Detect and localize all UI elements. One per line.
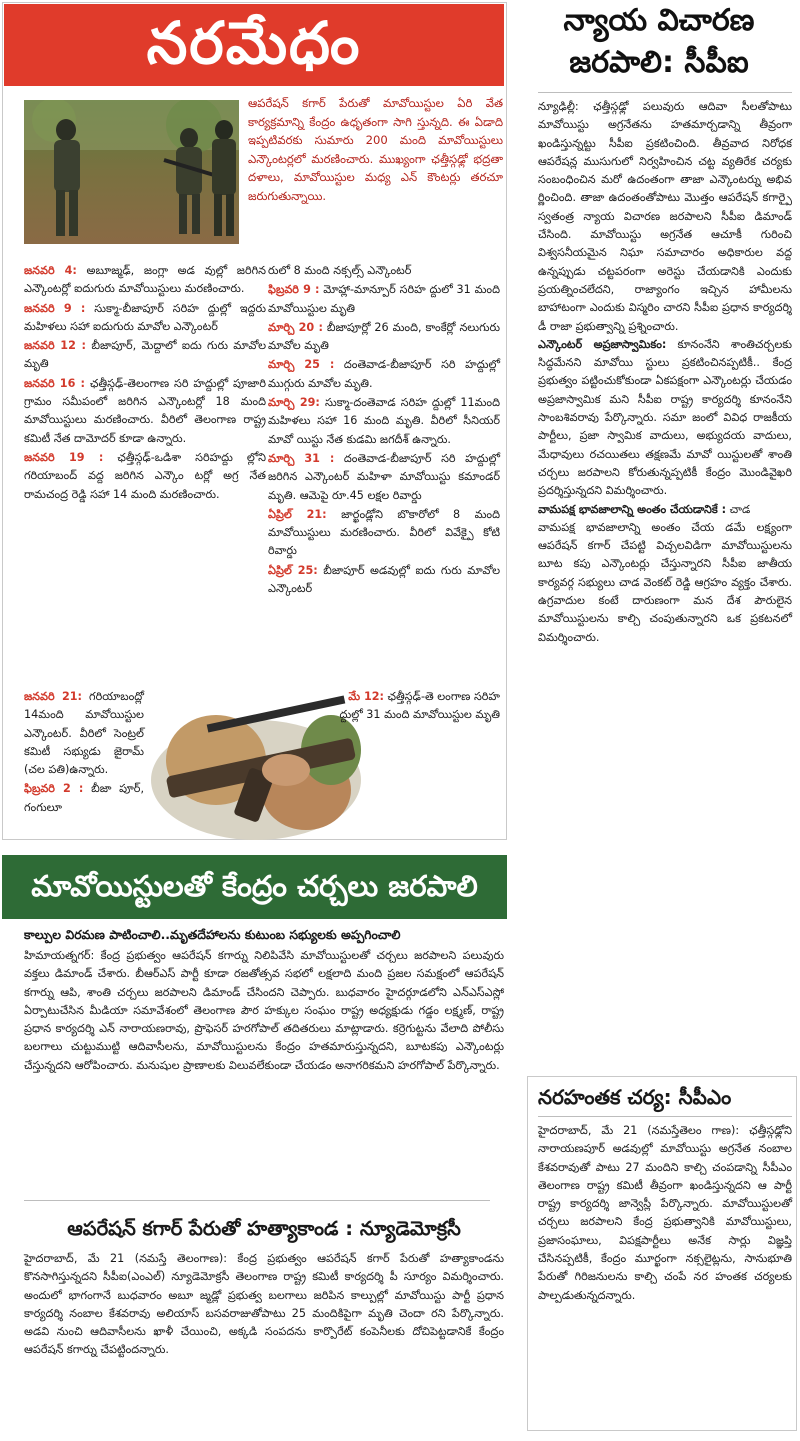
- intro-paragraph: ఆపరేషన్ కగార్ పేరుతో మావోయిస్టుల ఏరి వేత కార్యక్రమాన్ని కేంద్రం ఉధృతంగా సాగి స్తున్నది. ఈ ఏడాది ఇప్పటివరకు సుమారు 200 మంది మావోయిస్టులు ఎన్కౌంటర్లలో మరణించారు. ముఖ్యంగా ఛత్తీస్గఢ్లో భద్రతా దళాలు, మావోయిస్టుల మధ్య ఎన్ కౌంటర్లు తరచూ జరుగుతున్నాయి.: [248, 96, 503, 203]
- timeline-entry: జనవరి 21: గరియాబంద్లో 14మంది మావోయిస్టుల ఎన్కౌంటర్. వీరిలో సెంట్రల్ కమిటీ సభ్యుడు జైరామ్ (చల పతి)ఉన్నారు.: [24, 690, 144, 777]
- divider: [538, 92, 792, 93]
- cpm-headline: నరహంతక చర్య: సీపీఎం: [538, 1085, 732, 1109]
- divider: [24, 1200, 490, 1201]
- timeline-entry: మార్చి 31 : దంతెవాడ-బీజాపూర్ సరి హద్దుల్లో జరిగిన ఎన్కౌంటర్ మహిళా మావోయిస్టు కమాండర్ మృతి. ఆమెపై రూ.45 లక్షల రివార్డు: [268, 451, 500, 502]
- timeline-entry: ఏప్రిల్ 25: బీజాపూర్ అడవుల్లో ఐదు గురు మావోల ఎన్కౌంటర్: [268, 563, 501, 596]
- cpi-subhead-3: వామపక్ష భావజాలాన్ని అంతం చేయడానికే : చాడ: [538, 502, 751, 516]
- page-title: నరమేధం: [146, 9, 362, 77]
- newdemocracy-article: హైదరాబాద్, మే 21 (నమస్తే తెలంగాణ): కేంద్ర ప్రభుత్వం ఆపరేషన్ కగార్ పేరుతో హత్యాకాండను కొనసాగిస్తున్నదని సీపీఐ(ఎంఎల్) న్యూడెమోక్రసీ తెలంగాణ రాష్ట్ర కమిటీ కార్యదర్శి పీ సూర్యం విమర్శించారు. అందులో భాగంగానే బుధవారం అబూ జ్మడ్లో ప్రభుత్వ బలగాలు జరిపిన కాల్పుల్లో మావోయిస్టు పార్టీ ప్రధాన కార్యదర్శి నంబాల కేశవరావు అలియాస్ బసవరాజుతోపాటు 25 మందికిపైగా మృతి చెందా రని పేర్కొన్నారు. అడవి నుంచి ఆదివాసీలను ఖాళీ చేయించి, అక్కడి సంపదను కార్పొరేట్ కంపెనీలకు దోచిపెట్టడానికే కేంద్రం ఆపరేషన్ కగార్ను చేపట్టిందన్నారు.: [24, 1252, 504, 1357]
- cpi-headline-line-1: న్యాయ విచారణ: [563, 3, 755, 38]
- timeline-entry: రులో 8 మంది నక్సల్స్ ఎన్కౌంటర్: [268, 264, 412, 277]
- cpi-headline: [520, 0, 798, 84]
- soldiers-photo: [24, 100, 239, 244]
- cpm-article: హైదరాబాద్, మే 21 (నమస్తేతెలం గాణ): ఛత్తీస్గఢ్లోని నారాయణపూర్ అడవుల్లో మావోయిస్టు అగ్రనేత నంబాల కేశవరావుతో పాటు 27 మందిని కాల్చి చంపడాన్ని సీపీఎం తెలంగాణ రాష్ట్ర కమిటీ తీవ్రంగా ఖండిస్తున్నదని ఆ పార్టీ రాష్ట్ర కార్యదర్శి జాన్వెస్లీ పేర్కొన్నారు. మావోయిస్టులతో చర్చలు జరపాలని కేంద్ర ప్రభుత్వానికి మావోయిస్టులు, ప్రజాసంఘాలు, విపక్షపార్టీలు అనేక సార్లు విజ్ఞప్తి చేసినప్పటికీ, కేంద్రం మూర్ఖంగా నక్సలైట్లను, సానుభూతి పేరుతో గిరిజనులను కాల్చి చంపే నర హంతక చర్యలకు పాల్పడుతున్నదన్నారు.: [538, 1124, 792, 1302]
- rifle-photo: [146, 690, 364, 840]
- newdemocracy-headline: ఆపరేషన్ కగార్ పేరుతో హత్యాకాండ : న్యూడెమోక్రసీ: [67, 1217, 461, 1240]
- timeline-entry: మే 12: ఛత్తీస్గఢ్-తె లంగాణ సరిహ ద్దుల్లో 31 మంది మావోయిస్టుల మృతి: [339, 690, 500, 722]
- timeline-column-1-continued: [24, 688, 144, 818]
- timeline-entry: ఫిబ్రవరి 2 : బీజా పూర్, గంగులూ: [24, 782, 145, 814]
- timeline-entry: జనవరి 16 : ఛత్తీస్గఢ్-తెలంగాణ సరి హద్దుల్లో పూజారి గ్రామం సమీపంలో జరిగిన ఎన్కౌంటర్లో 18 మంది మావోయిస్టులు మరణించారు. వీరిలో తెలంగాణ రాష్ట్ర కమిటీ నేత దామోదర్ కూడా ఉన్నారు.: [24, 376, 266, 445]
- cpi-paragraph-2: ఎన్కౌంటర్ అప్రజాస్వామికం: కూనంనేని శాంతిచర్చలకు సిద్ధమేనని మావోయి స్టులు ప్రకటించినప్పటికీ.. కేంద్ర ప్రభుత్వం పట్టించుకోకుండా ఏకపక్షంగా ఎన్కౌంటర్లు చేయడం అప్రజాస్వామిక మని సీపీఐ రాష్ట్ర కార్యదర్శి కూనంనేని సాంబశివరావు పేర్కొన్నారు. సమా జంలో వివిధ రాజకీయ పార్టీలు, ప్రజా స్వామిక వాదులు, అభ్యుదయ వాదులు, మేధావులు రచయితలు తక్షణమే మావో యిస్టులతో శాంతి చర్చలు జరపాలని కోరుతున్నప్పటికీ కేంద్రం మొండివైఖరి ప్రదర్శిస్తున్నదని విమర్శించారు.: [538, 337, 792, 498]
- cpi-paragraph-3: వామపక్ష భావజాలాన్ని అంతం చేయ డమే లక్ష్యంగా ఆపరేషన్ కగార్ చేపట్టి విచ్చలవిడిగా మావోయిస్టులను బూట కపు ఎన్కౌంటర్లు చేస్తున్నారని సీపీఐ జాతీయ కార్యవర్గ సభ్యులు చాడ వెంకట్ రెడ్డి ఆగ్రహం వ్యక్తం చేశారు. ఉగ్రవాదుల కంటే దారుణంగా మన దేశ పౌరులైన మావోయిస్టులను కాల్చి చంపుతున్నారని ఒక ప్రకటనలో విమర్శించారు.: [538, 520, 792, 644]
- cpi-paragraph-1: న్యూఢిల్లీ: ఛత్తీస్గఢ్లో పలువురు ఆదివా సీలతోపాటు మావోయిస్టు అగ్రనేతను హతమార్చడాన్ని తీవ్రంగా ఖండిస్తున్నట్టు సీపీఐ ప్రకటించింది. తీవ్రవాద నిరోధక ఆపరేషన్ల ముసుగులో నిర్వహించిన చట్ట వ్యతిరేక చర్యకు సంబంధించిన మరో ఉదంతంగా తాజా ఎన్కౌంటర్ను అభివ ర్ణించింది. తాజా ఉదంతంతోపాటు మొత్తం ఆపరేషన్ కగార్పై స్వతంత్ర న్యాయ విచారణ జరపాలని సీపీఐ డిమాండ్ చేసింది. మావోయిస్టు అగ్రనేత ఆచూకీ గురించి విశ్వసనీయమైన నిఘా సమాచారం అధికారుల వద్ద ఉన్నప్పుడు చట్టపరంగా అరెస్టు చేయడానికి ఎందుకు ప్రయత్నించలేదని, రాజ్యాంగం ఇచ్చిన హామీలను బాహాటంగా ఎందుకు విస్మరిం చారని సీపీఐ ప్రధాన కార్యదర్శి డీ రాజా ప్రభుత్వాన్ని ప్రశ్నించారు.: [538, 100, 792, 333]
- timeline-column-3: [336, 688, 500, 726]
- cpi-headline-line-2: జరపాలి: సీపీఐ: [569, 45, 749, 80]
- divider: [538, 1116, 792, 1117]
- cpi-article: [538, 98, 792, 647]
- timeline-entry: జనవరి 12 : బీజాపూర్, మెద్దాలో ఐదు గురు మావోల మృతి: [24, 339, 267, 371]
- talks-deck: కాల్పుల విరమణ పాటించాలి..మృతదేహాలను కుటుంబ సభ్యులకు అప్పగించాలి: [24, 927, 401, 942]
- talks-headline: మావోయిస్టులతో కేంద్రం చర్చలు జరపాలి: [31, 869, 478, 903]
- timeline-entry: జనవరి 4: అబూజ్మఢ్, జంగ్లా అడ వుల్లో జరిగిన ఎన్కౌంటర్లో ఐదుగురు మావోయిస్టులు మరణించారు.: [24, 264, 266, 296]
- talks-article: హిమాయత్నగర్: కేంద్ర ప్రభుత్వం ఆపరేషన్ కగార్ను నిలిపివేసి మావోయిస్టులతో చర్చలు జరపాలని పలువురు వక్తలు డిమాండ్ చేశారు. బీఆర్ఎస్ పార్టీ కూడా రజతోత్సవ సభలో లక్షలాది మంది ప్రజల సమక్షంలో ఆపరేషన్ కగార్ను ఆపి, శాంతి చర్చలు జరపాలని డిమాండ్ చేసిందని చెప్పారు. బుధవారం హైదర్గూడలోని ఎన్ఎస్ఎస్లో ఏర్పాటుచేసిన మీడియా సమావేశంలో తెలంగాణ పౌర హక్కుల సంఘం రాష్ట్ర అధ్యక్షుడు గడ్డం లక్ష్మణ్, రాష్ట్ర ప్రధాన కార్యదర్శి ఎన్ నారాయణరావు, ప్రొఫెసర్ హరగోపాల్ తదితరులు మాట్లాడారు. కర్రెగుట్టను వేలాది పోలీసు బలగాలు చుట్టుముట్టి ఆదివాసీలను, మావోయిస్టులను కేంద్రం హతమారుస్తున్నదని, బూటకపు ఎన్కౌంటర్లు చేస్తున్నదని ఆరోపించారు. మనుషుల ప్రాణాలకు విలువలేకుండా చేయడం అనాగరికమని హరగోపాల్ పేర్కొన్నారు.: [24, 949, 504, 1072]
- timeline-entry: జనవరి 9 : సుక్మా-బీజాపూర్ సరిహ ద్దుల్లో ఇద్దరు మహిళలు సహా ఐదుగురు మావోల ఎన్కౌంటర్: [24, 301, 266, 333]
- timeline-entry: మార్చి 20 : బీజాపూర్లో 26 మంది, కాంకేర్లో నలుగురు మావోల మృతి: [268, 320, 500, 353]
- timeline-entry: మార్చి 29: సుక్మా-దంతెవాడ సరిహ ద్దుల్లో 11మంది మహిళలు సహా 16 మంది మృతి. వీరిలో సీనియర్ మావో యిస్టు నేత కుడమి జగదీశ్ ఉన్నారు.: [268, 396, 500, 446]
- timeline-column-2: [268, 262, 500, 599]
- timeline-entry: ఫిబ్రవరి 9 : మోహ్లా-మాన్పూర్ సరిహ ద్దులో 31 మంది మావోయిస్టుల మృతి: [268, 283, 501, 315]
- timeline-column-1: [24, 262, 266, 505]
- timeline-entry: జనవరి 19 : ఛత్తీస్గఢ్-ఒడిశా సరిహద్దు ల్లోని గరియాబంద్ వద్ద జరిగిన ఎన్కౌం టర్లో అగ్ర నేత రామచంద్ర రెడ్డి సహా 14 మంది మరణించారు.: [24, 450, 266, 501]
- timeline-entry: మార్చి 25 : దంతెవాడ-బీజాపూర్ సరి హద్దుల్లో ముగ్గురు మావోల మృతి.: [268, 358, 500, 390]
- timeline-entry: ఏప్రిల్ 21: జార్ఖండ్లోని బొకారోలో 8 మంది మావోయిస్టులు మరణించారు. వీరిలో వివేక్పై కోటి రివార్డు: [268, 507, 501, 558]
